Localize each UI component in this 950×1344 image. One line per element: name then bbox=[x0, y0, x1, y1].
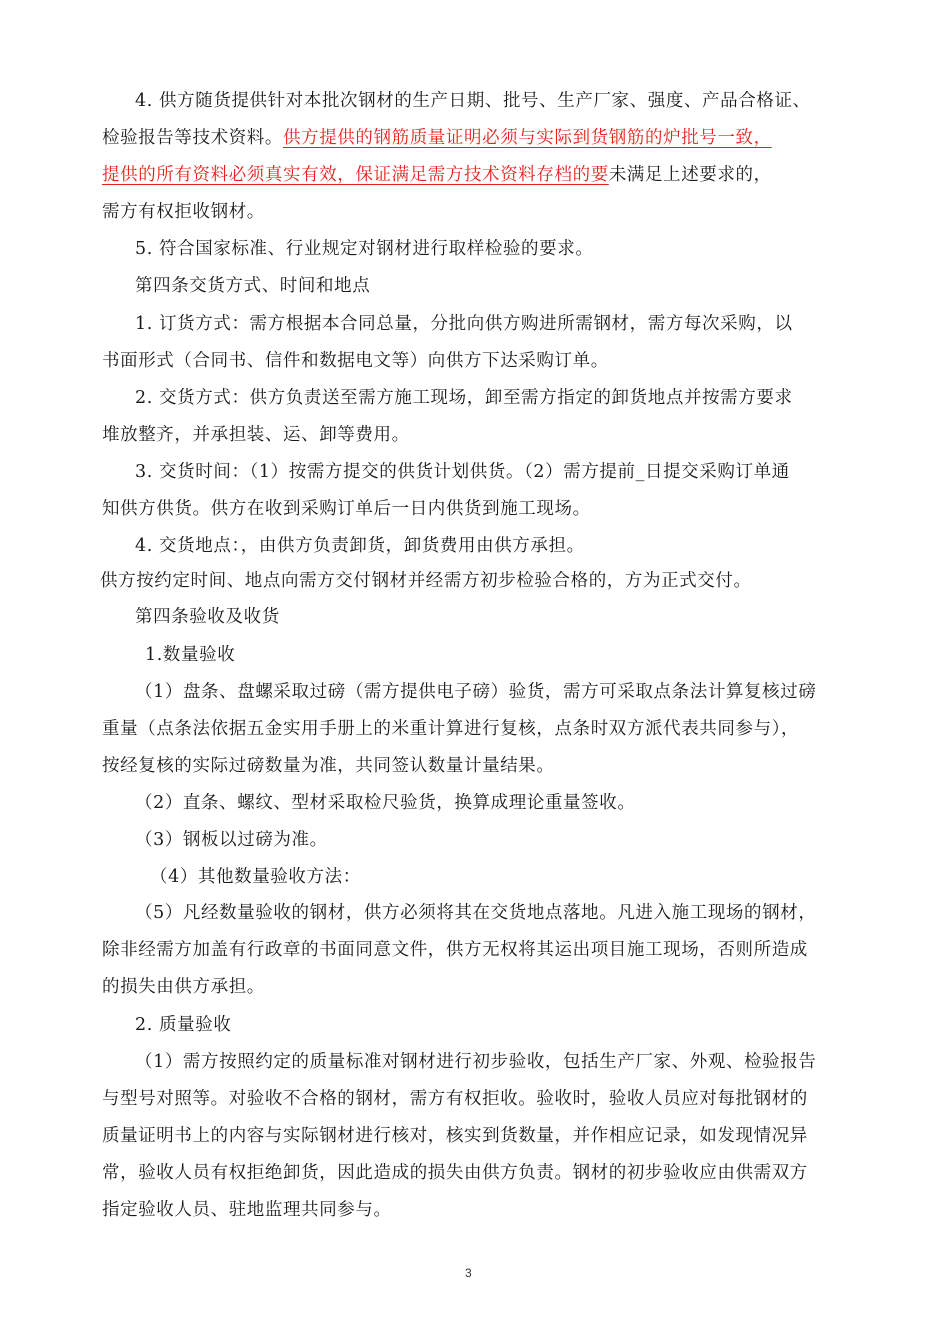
highlighted-requirement-1: 供方提供的钢筋质量证明必须与实际到货钢筋的炉批号一致， bbox=[283, 128, 772, 148]
section-heading-delivery: 第四条交货方式、时间和地点 bbox=[135, 276, 371, 296]
delivery-time-line-1: 3. 交货时间：（1）按需方提交的供货计划供货。（2）需方提前_日提交采购订单通 bbox=[135, 462, 790, 482]
quality-line-1: （1）需方按照约定的质量标准对钢材进行初步验收，包括生产厂家、外观、检验报告 bbox=[135, 1052, 817, 1072]
weighing-line-3: 按经复核的实际过磅数量为准，共同签认数量计量结果。 bbox=[102, 756, 555, 776]
quality-line-4: 常，验收人员有权拒绝卸货，因此造成的损失由供方负责。钢材的初步验收应由供需双方 bbox=[102, 1163, 808, 1183]
ordering-line-1: 1. 订货方式：需方根据本合同总量，分批向供方购进所需钢材，需方每次采购，以 bbox=[135, 314, 793, 334]
weighing-line-2: 重量（点条法依据五金实用手册上的米重计算进行复核，点条时双方派代表共同参与）， bbox=[102, 719, 800, 739]
quality-acceptance-heading: 2. 质量验收 bbox=[135, 1015, 232, 1035]
formal-delivery-note: 供方按约定时间、地点向需方交付钢材并经需方初步检验合格的，方为正式交付。 bbox=[100, 571, 752, 591]
weighing-line-1: （1）盘条、盘螺采取过磅（需方提供电子磅）验货，需方可采取点条法计算复核过磅 bbox=[135, 682, 817, 702]
section-heading-acceptance: 第四条验收及收货 bbox=[135, 607, 280, 627]
clause-4-line-1: 4. 供方随货提供针对本批次钢材的生产日期、批号、生产厂家、强度、产品合格证、 bbox=[135, 91, 811, 111]
delivery-method-line-1: 2. 交货方式：供方负责送至需方施工现场，卸至需方指定的卸货地点并按需方要求 bbox=[135, 388, 793, 408]
page-number: 3 bbox=[465, 1266, 472, 1280]
landing-line-3: 的损失由供方承担。 bbox=[102, 977, 265, 997]
clause-4-line-4: 需方有权拒收钢材。 bbox=[102, 202, 265, 222]
landing-line-2: 除非经需方加盖有行政章的书面同意文件，供方无权将其运出项目施工现场，否则所造成 bbox=[102, 940, 808, 960]
landing-line-1: （5）凡经数量验收的钢材，供方必须将其在交货地点落地。凡进入施工现场的钢材， bbox=[135, 903, 817, 923]
delivery-place: 4. 交货地点：，由供方负责卸货，卸货费用由供方承担。 bbox=[135, 536, 585, 556]
clause-5: 5. 符合国家标准、行业规定对钢材进行取样检验的要求。 bbox=[135, 239, 594, 259]
quality-line-5: 指定验收人员、驻地监理共同参与。 bbox=[102, 1200, 392, 1220]
delivery-method-line-2: 堆放整齐，并承担装、运、卸等费用。 bbox=[102, 425, 410, 445]
clause-4-text: 检验报告等技术资料。 bbox=[102, 128, 283, 148]
straight-bar-acceptance: （2）直条、螺纹、型材采取检尺验货，换算成理论重量签收。 bbox=[135, 793, 636, 813]
other-acceptance-methods: （4）其他数量验收方法： bbox=[150, 867, 361, 887]
clause-4-line-2 bbox=[102, 125, 772, 151]
steel-plate-acceptance: （3）钢板以过磅为准。 bbox=[135, 830, 328, 850]
ordering-line-2: 书面形式（合同书、信件和数据电文等）向供方下达采购订单。 bbox=[102, 351, 609, 371]
highlighted-requirement-2: 提供的所有资料必须真实有效，保证满足需方技术资料存档的要 bbox=[102, 165, 609, 185]
clause-4-tail: 未满足上述要求的， bbox=[608, 165, 772, 185]
clause-4-line-3 bbox=[102, 162, 772, 188]
quantity-acceptance-heading: 1.数量验收 bbox=[145, 645, 236, 665]
quality-line-3: 质量证明书上的内容与实际钢材进行核对，核实到货数量，并作相应记录，如发现情况异 bbox=[102, 1126, 808, 1146]
delivery-time-line-2: 知供方供货。供方在收到采购订单后一日内供货到施工现场。 bbox=[102, 499, 591, 519]
quality-line-2: 与型号对照等。对验收不合格的钢材，需方有权拒收。验收时，验收人员应对每批钢材的 bbox=[102, 1089, 808, 1109]
